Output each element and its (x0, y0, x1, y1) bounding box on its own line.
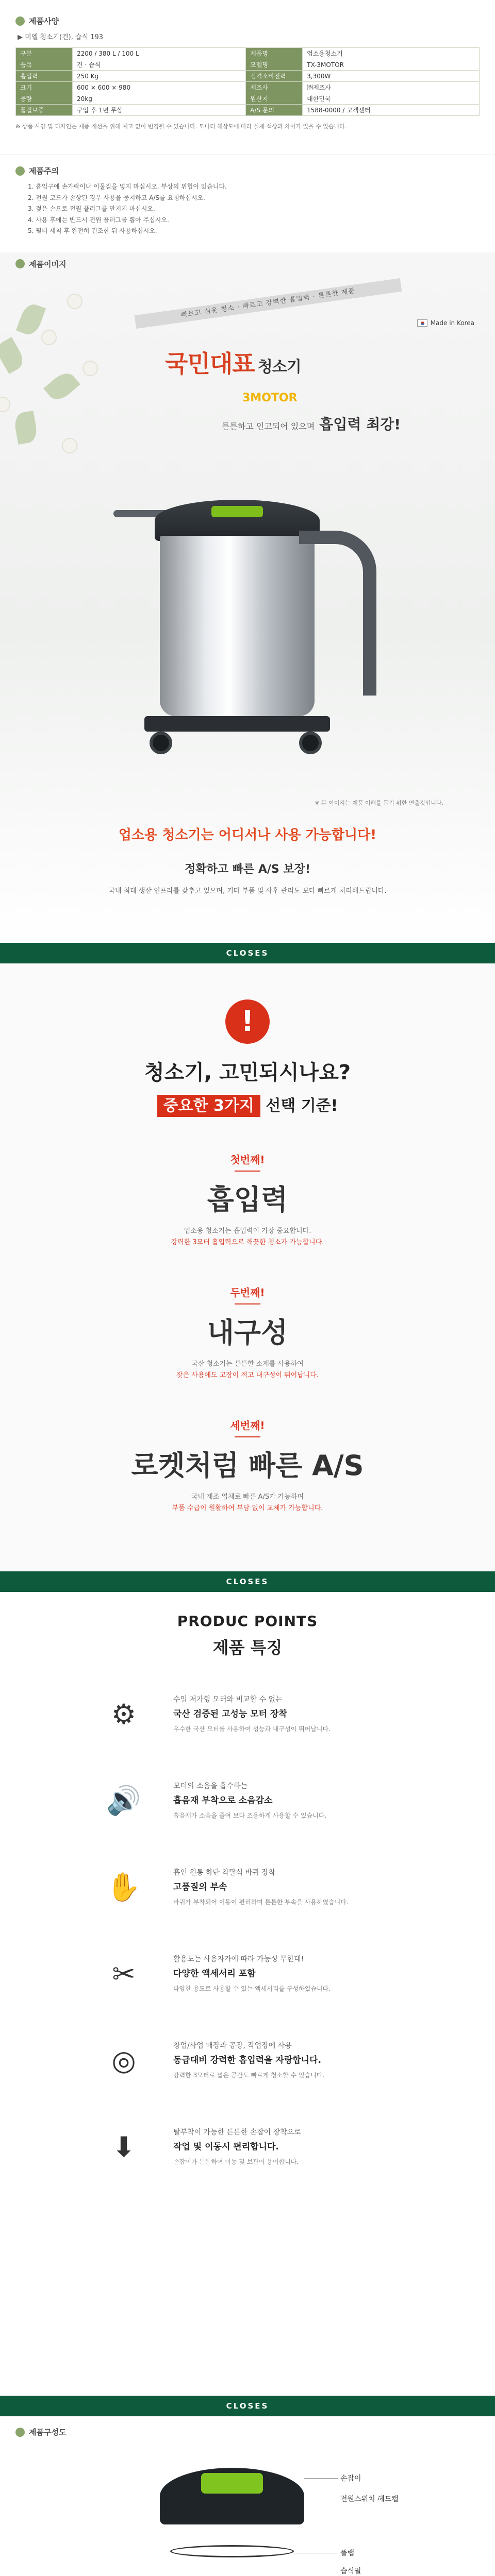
point-item (93, 2029, 412, 2091)
motor-badge: 3MOTOR (242, 392, 298, 404)
points-title-eng: PRODUC POINTS (177, 1613, 318, 1630)
point-text (173, 1781, 326, 1821)
hero-title-text: 제품이미지 (29, 259, 67, 269)
hero-answer: 정확하고 빠른 A/S 보장! (185, 863, 310, 876)
point-line-a: 탈부착이 가능한 튼튼한 손잡이 장착으로 (173, 2128, 301, 2137)
made-in-korea-badge (417, 319, 474, 327)
reason-desc (0, 1226, 495, 1248)
bullet-icon (15, 166, 25, 176)
bullet-icon (15, 259, 25, 268)
spec-key: 품질보증 (16, 105, 73, 116)
divider-text: CLOSES (226, 2401, 269, 2411)
spec-row (16, 71, 480, 82)
spec-value: 건 · 습식 (73, 59, 246, 71)
spec-key: 흡입력 (16, 71, 73, 82)
product-info-section (0, 0, 495, 155)
spec-value: 업소용청소기 (303, 48, 480, 59)
info-title-text: 제품사양 (29, 16, 59, 26)
headline-text: 국민대표 (165, 350, 255, 378)
point-line-c: 강력한 3모터로 넓은 공간도 빠르게 청소할 수 있습니다. (173, 2071, 325, 2079)
criteria-subtitle (0, 1093, 495, 1115)
brand-divider (0, 2396, 495, 2416)
spec-value: 구입 후 1년 무상 (73, 105, 246, 116)
photo-note: ※ 본 이미지는 제품 이해를 돕기 위한 연출컷입니다. (315, 800, 443, 806)
reason-number: 두번째! (230, 1286, 265, 1299)
spec-key: 크기 (16, 82, 73, 93)
criteria-question: 청소기, 고민되시나요? (144, 1061, 351, 1084)
criteria-highlight: 중요한 3가지 (157, 1095, 260, 1117)
spec-key: 모델명 (246, 59, 303, 71)
label-handle: 손잡이 (340, 2475, 361, 2483)
spec-key: 정격소비전력 (246, 71, 303, 82)
reason-item (0, 1417, 495, 1514)
hero-sub-strong: 흡입력 최강! (319, 416, 401, 433)
filter-icon: ◎ (111, 2044, 136, 2077)
point-line-c: 다양한 용도로 사용할 수 있는 액세서리를 구성하였습니다. (173, 1985, 331, 1992)
hero-section (0, 252, 495, 943)
spec-value: 2200 / 380 L / 100 L (73, 48, 246, 59)
spec-key: 원산지 (246, 93, 303, 105)
point-text (173, 2040, 324, 2080)
spec-value: 600 × 600 × 980 (73, 82, 246, 93)
hero-subtitle (222, 413, 401, 434)
reason-desc-line: 국산 청소기는 튼튼한 소재를 사용하여 (191, 1360, 304, 1368)
point-line-b: 국산 검증된 고성능 모터 장착 (173, 1708, 287, 1719)
point-line-b: 고품질의 부속 (173, 1882, 227, 1892)
point-line-a: 흡인 원통 하단 착탈식 바퀴 장착 (173, 1868, 276, 1877)
point-item (93, 1943, 412, 2005)
notice-list (28, 181, 480, 237)
hero-headline (165, 345, 301, 379)
point-item (93, 2116, 412, 2178)
headline-suffix: 청소기 (257, 358, 301, 376)
brand-divider (0, 1571, 495, 1592)
divider-text: CLOSES (226, 1577, 269, 1586)
spec-table (15, 47, 480, 116)
made-in-text: Made in Korea (430, 319, 474, 327)
spec-row (16, 48, 480, 59)
spec-value: 3,300W (303, 71, 480, 82)
points-title-kor: 제품 특징 (212, 1638, 283, 1657)
point-line-a: 창업/사업 매장과 공장, 작업장에 사용 (173, 2041, 292, 2050)
spec-row (16, 82, 480, 93)
point-text (173, 1694, 331, 1734)
motor-head-accent (201, 2473, 263, 2494)
points-list (0, 1683, 495, 2178)
point-item (93, 1770, 412, 1832)
reason-desc-line: 강력한 3모터 흡입력으로 깨끗한 청소가 가능합니다. (171, 1239, 324, 1247)
exploded-view (0, 2458, 495, 2576)
notice-section (0, 155, 495, 252)
reason-title: 내구성 (207, 1316, 288, 1349)
spec-key: 제조사 (246, 82, 303, 93)
spec-key: 품목 (16, 59, 73, 71)
brand-divider (0, 943, 495, 963)
reason-desc-line: 국내 제조 업체로 빠른 A/S가 가능하며 (191, 1493, 304, 1501)
hero-description: 국내 최대 생산 인프라를 갖추고 있으며, 기타 부품 및 사후 관리도 보다 빠르게 처리해드립니다. (108, 887, 387, 895)
composition-section (0, 2416, 495, 2576)
bullet-icon (15, 2428, 25, 2437)
notice-item: 4. 사용 후에는 반드시 전원 플러그를 뽑아 주십시오. (28, 216, 169, 224)
notice-item: 1. 흡입구에 손가락이나 이물질을 넣지 마십시오. 부상의 위험이 있습니다. (28, 183, 227, 190)
notice-title-text: 제품주의 (29, 166, 59, 176)
hand-icon: ✋ (106, 1871, 141, 1903)
label-wet-filter: 습식필 (340, 2567, 361, 2575)
warning-icon: ! (225, 999, 270, 1044)
spec-key: 중량 (16, 93, 73, 105)
spec-value: 1588-0000 / 고객센터 (303, 105, 480, 116)
vacuum-product-image (113, 448, 392, 778)
point-item (93, 1856, 412, 1918)
info-notes: ※ 상품 사양 및 디자인은 제품 개선을 위해 예고 없이 변경될 수 있습니다. 모니터 해상도에 따라 실제 색상과 차이가 있을 수 있습니다. (15, 123, 347, 130)
selection-criteria-section (0, 963, 495, 1571)
spec-value: 대한민국 (303, 93, 480, 105)
reason-desc-line: 잦은 사용에도 고장이 적고 내구성이 뛰어납니다. (176, 1371, 319, 1380)
spec-key: 구분 (16, 48, 73, 59)
reason-desc-line: 업소용 청소기는 흡입력이 가장 중요합니다. (184, 1227, 311, 1235)
info-section-title (15, 15, 480, 26)
reason-title: 흡입력 (207, 1183, 288, 1216)
label-float: 플랩 (340, 2549, 355, 2557)
noise-icon: 🔊 (106, 1784, 141, 1817)
spec-key: A/S 문의 (246, 105, 303, 116)
criteria-suffix: 선택 기준! (266, 1097, 338, 1115)
divider-text: CLOSES (226, 948, 269, 958)
point-line-a: 모터의 소음을 흡수하는 (173, 1782, 248, 1790)
spec-value: TX-3MOTOR (303, 59, 480, 71)
reason-desc (0, 1492, 495, 1514)
point-line-a: 활용도는 사용자가에 따라 가능성 무한대! (173, 1955, 304, 1963)
hero-section-title (0, 252, 495, 275)
point-text (173, 1867, 349, 1907)
spec-value: ㈜제조사 (303, 82, 480, 93)
point-line-b: 흡음재 부착으로 소음감소 (173, 1795, 273, 1806)
reason-item (0, 1284, 495, 1381)
point-line-b: 동급대비 강력한 흡입력을 자랑합니다. (173, 2055, 321, 2065)
hero-question: 업소용 청소기는 어디서나 사용 가능합니다! (118, 827, 377, 843)
spec-row (16, 59, 480, 71)
spec-row (16, 93, 480, 105)
spec-value: 20kg (73, 93, 246, 105)
spec-key: 제품명 (246, 48, 303, 59)
reason-item (0, 1151, 495, 1248)
product-points-section (0, 1592, 495, 2396)
point-line-a: 수입 저가형 모터와 비교할 수 없는 (173, 1695, 283, 1704)
tools-icon: ✂ (112, 1957, 136, 1990)
korea-flag-icon (417, 319, 427, 327)
point-line-c: 흡음재가 소음을 줄여 보다 조용하게 사용할 수 있습니다. (173, 1811, 327, 1819)
notice-section-title (15, 165, 480, 176)
drain-icon: ⬇ (112, 2130, 136, 2163)
point-text (173, 1954, 331, 1994)
point-line-c: 우수한 국산 모터를 사용하여 성능과 내구성이 뛰어납니다. (173, 1725, 331, 1733)
point-line-b: 작업 및 이동시 편리합니다. (173, 2141, 279, 2152)
point-text (173, 2127, 301, 2167)
reason-desc (0, 1359, 495, 1381)
composition-section-title (15, 2427, 480, 2437)
notice-item: 2. 전원 코드가 손상된 경우 사용을 중지하고 A/S를 요청하십시오. (28, 194, 205, 201)
hero-sub-prefix: 튼튼하고 인고되어 있으며 (222, 421, 315, 431)
reason-desc-line: 부품 수급이 원활하여 부담 없이 교체가 가능합니다. (172, 1504, 323, 1513)
motor-icon: ⚙ (111, 1698, 137, 1731)
blossom-branch-illustration (0, 283, 134, 469)
hero-ribbon: 빠르고 쉬운 청소 · 빠르고 강력한 흡입력 · 튼튼한 제품 (135, 278, 402, 329)
notice-item: 5. 필터 세척 후 완전히 건조한 뒤 사용하십시오. (28, 227, 157, 235)
point-item (93, 1683, 412, 1745)
reason-number: 세번째! (230, 1419, 265, 1432)
point-line-c: 손잡이가 튼튼하여 이동 및 보관이 용이합니다. (173, 2158, 299, 2165)
label-motor-head: 전원스위치 헤드캡 (340, 2495, 399, 2503)
spec-row (16, 105, 480, 116)
point-line-c: 바퀴가 부착되어 이동이 편리하며 튼튼한 부속을 사용하였습니다. (173, 1898, 349, 1906)
spec-value: 250 Kg (73, 71, 246, 82)
product-line: ▶ 미엘 청소기(건), 습식 193 (18, 33, 104, 41)
bullet-icon (15, 16, 25, 26)
point-line-b: 다양한 액세서리 포함 (173, 1968, 256, 1979)
reason-number: 첫번째! (230, 1154, 265, 1166)
float-part (170, 2545, 294, 2557)
notice-item: 3. 젖은 손으로 전원 플러그를 만지지 마십시오. (28, 205, 155, 213)
composition-title-text: 제품구성도 (29, 2428, 67, 2437)
reason-title: 로켓처럼 빠른 A/S (131, 1449, 364, 1482)
